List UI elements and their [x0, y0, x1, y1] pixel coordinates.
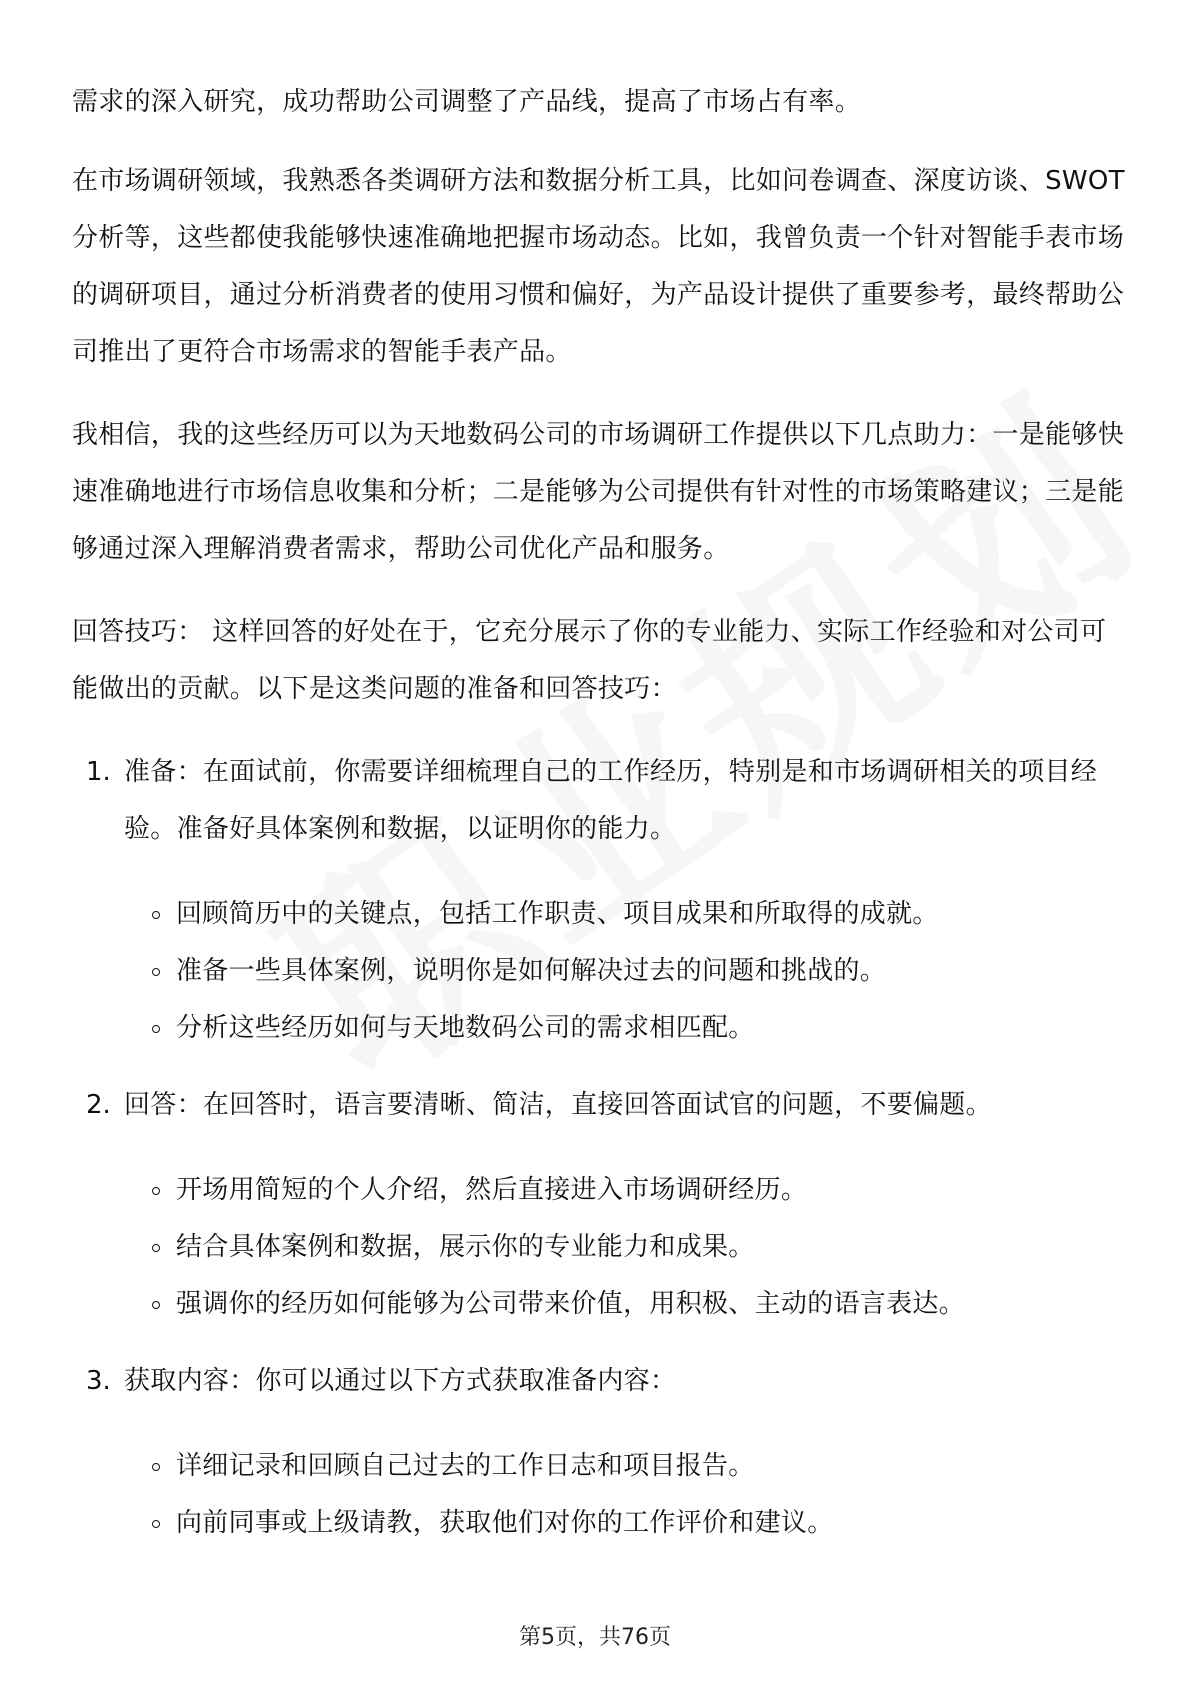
paragraph: 需求的深入研究，成功帮助公司调整了产品线，提高了市场占有率。	[72, 87, 862, 117]
sub-list	[124, 1162, 1128, 1333]
list-item	[72, 1077, 1128, 1333]
sub-list-item	[124, 1438, 1128, 1495]
bullet-icon	[152, 1025, 160, 1033]
bullet-icon	[152, 1301, 160, 1309]
bullet-icon	[152, 911, 160, 919]
sub-list-item-text: 回顾简历中的关键点，包括工作职责、项目成果和所取得的成就。	[176, 899, 939, 929]
list-number: 1.	[86, 757, 111, 787]
sub-list-item	[124, 886, 1128, 943]
list-item	[72, 744, 1128, 1057]
sub-list-item-text: 结合具体案例和数据，展示你的专业能力和成果。	[176, 1232, 755, 1262]
list-item-text: 回答：在回答时，语言要清晰、简洁，直接回答面试官的问题，不要偏题。	[124, 1090, 992, 1120]
list-item-text: 获取内容：你可以通过以下方式获取准备内容：	[124, 1366, 677, 1396]
list-item	[72, 1353, 1128, 1552]
tips-list	[72, 744, 1128, 1552]
paragraph: 回答技巧： 这样回答的好处在于，它充分展示了你的专业能力、实际工作经验和对公司可能做出的贡献。以下是这类问题的准备和回答技巧：	[72, 617, 1107, 704]
sub-list	[124, 1438, 1128, 1552]
paragraph: 在市场调研领域，我熟悉各类调研方法和数据分析工具，比如问卷调查、深度访谈、SWOT分析等，这些都使我能够快速准确地把握市场动态。比如，我曾负责一个针对智能手表市场的调研项目，通过分析消费者的使用习惯和偏好，为产品设计提供了重要参考，最终帮助公司推出了更符合市场需求的智能手表产品。	[72, 166, 1125, 367]
sub-list-item	[124, 943, 1128, 1000]
sub-list-item-text: 详细记录和回顾自己过去的工作日志和项目报告。	[176, 1451, 755, 1481]
sub-list-item-text: 分析这些经历如何与天地数码公司的需求相匹配。	[176, 1013, 755, 1043]
sub-list-item-text: 准备一些具体案例，说明你是如何解决过去的问题和挑战的。	[176, 956, 887, 986]
sub-list-item	[124, 1495, 1128, 1552]
list-number: 2.	[86, 1090, 111, 1120]
sub-list-item-text: 向前同事或上级请教，获取他们对你的工作评价和建议。	[176, 1508, 834, 1538]
list-number: 3.	[86, 1366, 111, 1396]
paragraph: 我相信，我的这些经历可以为天地数码公司的市场调研工作提供以下几点助力：一是能够快速准确地进行市场信息收集和分析；二是能够为公司提供有针对性的市场策略建议；三是能够通过深入理解消费者需求，帮助公司优化产品和服务。	[72, 420, 1125, 564]
bullet-icon	[152, 968, 160, 976]
bullet-icon	[152, 1244, 160, 1252]
bullet-icon	[152, 1187, 160, 1195]
sub-list-item	[124, 1276, 1128, 1333]
sub-list-item-text: 开场用简短的个人介绍，然后直接进入市场调研经历。	[176, 1175, 808, 1205]
bullet-icon	[152, 1463, 160, 1471]
list-item-text: 准备：在面试前，你需要详细梳理自己的工作经历，特别是和市场调研相关的项目经验。准备好具体案例和数据，以证明你的能力。	[124, 757, 1098, 844]
bullet-icon	[152, 1520, 160, 1528]
sub-list-item	[124, 1219, 1128, 1276]
sub-list	[124, 886, 1128, 1057]
page-footer: 第5页，共76页	[519, 1625, 671, 1650]
sub-list-item	[124, 1162, 1128, 1219]
document-body	[72, 74, 1128, 1572]
sub-list-item	[124, 1000, 1128, 1057]
sub-list-item-text: 强调你的经历如何能够为公司带来价值，用积极、主动的语言表达。	[176, 1289, 966, 1319]
